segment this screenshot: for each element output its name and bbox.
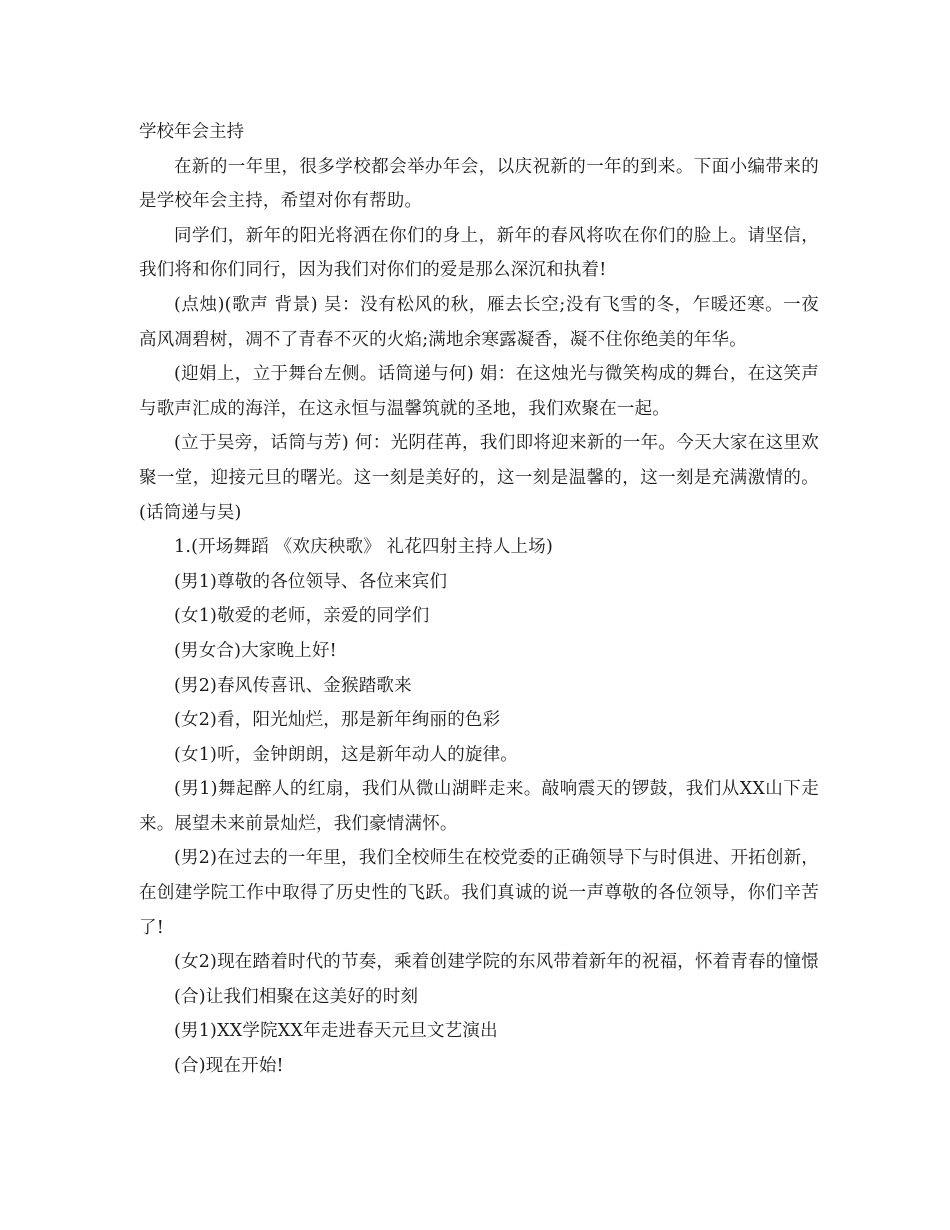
paragraph: (男1)尊敬的各位领导、各位来宾们: [174, 571, 448, 592]
paragraph: (立于吴旁，话筒与芳) 何：光阴荏苒，我们即将迎来新的一年。今天大家在这里欢聚一堂，迎接元旦的曙光。这一刻是美好的，这一刻是温馨的，这一刻是充满激情的。(话筒递与吴): [139, 433, 819, 523]
paragraph: (迎娟上，立于舞台左侧。话筒递与何) 娟：在这烛光与微笑构成的舞台，在这笑声与歌声汇成的海洋，在这永恒与温馨筑就的圣地，我们欢聚在一起。: [139, 364, 819, 419]
paragraph: (合)现在开始!: [174, 1056, 284, 1077]
paragraph: (男女合)大家晚上好!: [174, 640, 337, 661]
paragraph: (女1)敬爱的老师，亲爱的同学们: [174, 606, 430, 627]
paragraph: (女2)现在踏着时代的节奏，乘着创建学院的东风带着新年的祝福，怀着青春的憧憬: [174, 952, 819, 973]
document-title: 学校年会主持: [139, 122, 244, 142]
paragraph: (男1)舞起醉人的红扇，我们从微山湖畔走来。敲响震天的锣鼓，我们从XX山下走来。展望未来前景灿烂，我们豪情满怀。: [139, 779, 819, 834]
paragraph: (女2)看，阳光灿烂，那是新年绚丽的色彩: [174, 710, 501, 731]
paragraph: 在新的一年里，很多学校都会举办年会，以庆祝新的一年的到来。下面小编带来的是学校年会主持，希望对你有帮助。: [139, 156, 819, 212]
paragraph: 1.(开场舞蹈 《欢庆秧歌》 礼花四射主持人上场): [174, 537, 553, 558]
paragraph: (点烛)(歌声 背景) 吴：没有松风的秋，雁去长空;没有飞雪的冬，乍暖还寒。一夜高风凋碧树，凋不了青春不灭的火焰;满地余寒露凝香，凝不住你绝美的年华。: [139, 294, 819, 350]
paragraph: (女1)听，金钟朗朗，这是新年动人的旋律。: [174, 744, 518, 765]
paragraph: (男2)在过去的一年里，我们全校师生在校党委的正确领导下与时俱进、开拓创新，在创建学院工作中取得了历史性的飞跃。我们真诚的说一声尊敬的各位领导，你们辛苦了!: [139, 848, 819, 938]
paragraph: (男1)XX学院XX年走进春天元旦文艺演出: [174, 1021, 498, 1042]
paragraph: (合)让我们相聚在这美好的时刻: [174, 986, 419, 1007]
paragraph: (男2)春风传喜讯、金猴踏歌来: [174, 675, 412, 696]
document-body: [139, 115, 819, 1084]
paragraph: 同学们，新年的阳光将洒在你们的身上，新年的春风将吹在你们的脸上。请坚信，我们将和你们同行，因为我们对你们的爱是那么深沉和执着!: [139, 225, 819, 281]
